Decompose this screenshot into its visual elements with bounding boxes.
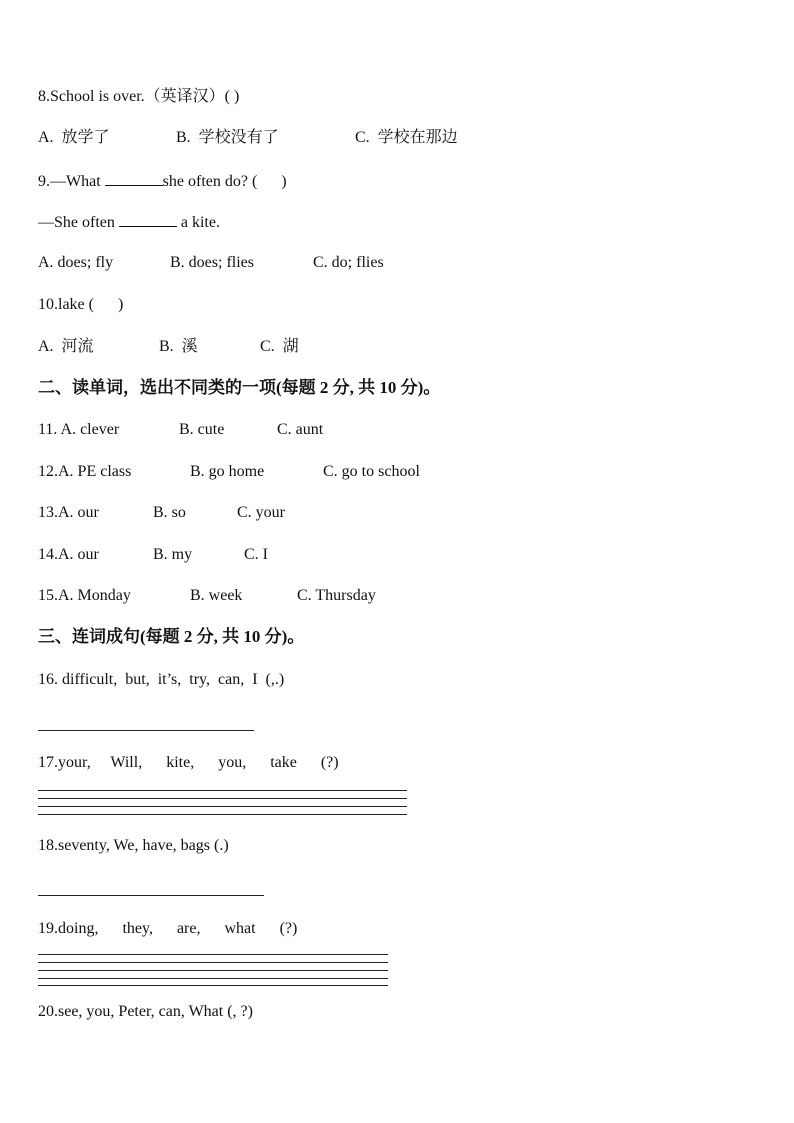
question-13-option-a: 13.A. our — [38, 504, 99, 521]
question-10-stem: 10.lake ( ) — [38, 296, 124, 313]
answer-line — [38, 978, 388, 979]
question-15-option-a: 15.A. Monday — [38, 587, 131, 604]
answer-blank — [105, 171, 163, 186]
question-14-option-a: 14.A. our — [38, 546, 99, 563]
question-9-option-a: A. does; fly — [38, 254, 114, 271]
question-13-option-c: C. your — [237, 504, 285, 521]
question-12-option-b: B. go home — [190, 463, 265, 480]
answer-line — [38, 962, 388, 963]
question-9-line2-prefix: —She often — [38, 214, 115, 231]
answer-line — [38, 790, 407, 791]
question-10-option-c: C. 湖 — [260, 338, 299, 355]
question-20-stem: 20.see, you, Peter, can, What (, ?) — [38, 1003, 253, 1020]
question-18-stem: 18.seventy, We, have, bags (.) — [38, 837, 229, 854]
question-9-stem-suffix: she often do? ( ) — [162, 173, 287, 190]
question-8-option-a: A. 放学了 — [38, 129, 110, 146]
question-13-option-b: B. so — [153, 504, 186, 521]
answer-line — [38, 730, 254, 731]
question-11-option-b: B. cute — [179, 421, 225, 438]
question-12-option-a: 12.A. PE class — [38, 463, 132, 480]
question-9-option-b: B. does; flies — [170, 254, 254, 271]
answer-line — [38, 814, 407, 815]
question-8-option-c: C. 学校在那边 — [355, 129, 458, 146]
question-10-option-a: A. 河流 — [38, 338, 94, 355]
question-14-option-b: B. my — [153, 546, 193, 563]
question-15-option-c: C. Thursday — [297, 587, 376, 604]
question-11-option-a: 11. A. clever — [38, 421, 120, 438]
section-2-title: 二、读单词，选出不同类的一项(每题 2 分, 共 10 分)。 — [38, 378, 441, 397]
answer-blank — [119, 212, 177, 227]
answer-line — [38, 954, 388, 955]
question-19-stem: 19.doing, they, are, what (?) — [38, 920, 298, 937]
question-16-stem: 16. difficult, but, it’s, try, can, I (,.) — [38, 671, 285, 688]
question-9-stem — [38, 171, 287, 192]
answer-line — [38, 806, 407, 807]
question-14-option-c: C. I — [244, 546, 268, 563]
question-17-stem: 17.your, Will, kite, you, take (?) — [38, 754, 339, 771]
question-9-line2-suffix: a kite. — [180, 214, 220, 231]
answer-line — [38, 985, 388, 986]
answer-line — [38, 895, 264, 896]
question-9-option-c: C. do; flies — [313, 254, 384, 271]
question-11-option-c: C. aunt — [277, 421, 324, 438]
question-9-stem-prefix: 9.—What — [38, 173, 101, 190]
answer-line — [38, 970, 388, 971]
question-15-option-b: B. week — [190, 587, 243, 604]
question-8-stem: 8.School is over.（英译汉）( ) — [38, 88, 240, 105]
question-10-option-b: B. 溪 — [159, 338, 198, 355]
question-8-option-b: B. 学校没有了 — [176, 129, 279, 146]
question-9-line2 — [38, 212, 220, 233]
question-12-option-c: C. go to school — [323, 463, 420, 480]
answer-line — [38, 798, 407, 799]
section-3-title: 三、连词成句(每题 2 分, 共 10 分)。 — [38, 627, 305, 646]
